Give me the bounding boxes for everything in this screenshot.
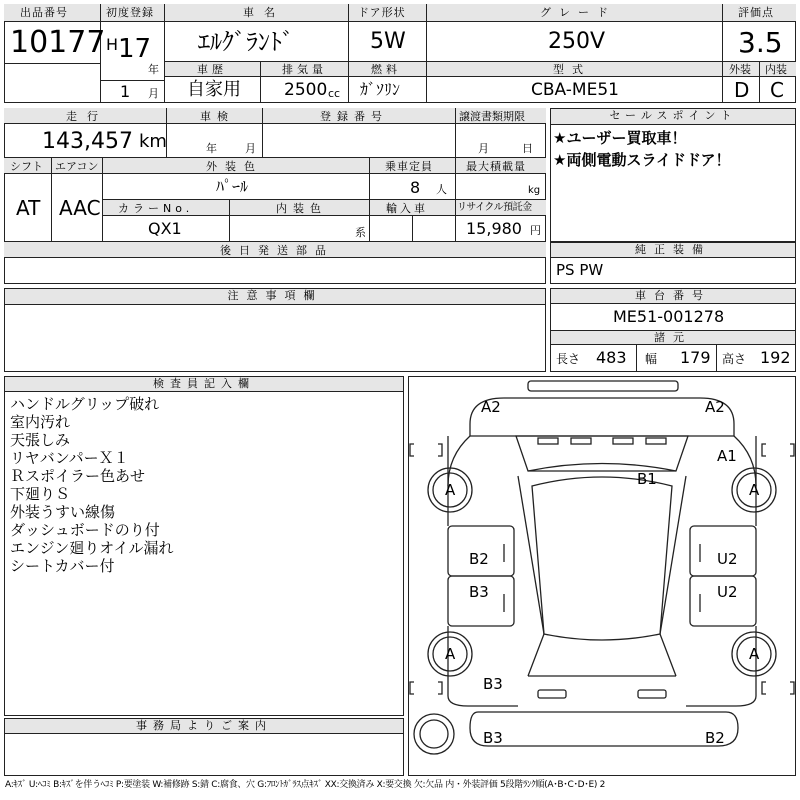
shift: AT bbox=[16, 196, 41, 220]
height: 192 bbox=[760, 348, 791, 367]
wheel-rl-mark: A bbox=[445, 645, 456, 663]
color-no: QX1 bbox=[148, 219, 182, 238]
import-cell bbox=[370, 216, 413, 242]
inspector-header: 検査員記入欄 bbox=[5, 377, 403, 392]
note-line: ハンドルグリップ破れ bbox=[10, 395, 160, 413]
later-parts-label: 後日発送部品 bbox=[220, 244, 334, 257]
import-cell-2 bbox=[413, 216, 456, 242]
mark-a2-left: A2 bbox=[481, 398, 501, 416]
plate-cell bbox=[263, 124, 456, 158]
exterior-grade: D bbox=[734, 78, 750, 102]
inspector-notes bbox=[10, 395, 174, 575]
note-line: 室内汚れ bbox=[10, 413, 71, 431]
load-label: 最大積載量 bbox=[466, 160, 526, 173]
mileage-label: 走行 bbox=[66, 110, 108, 123]
dims-header: 諸元 bbox=[551, 330, 795, 345]
mark-u2-lower: U2 bbox=[717, 583, 738, 601]
reg-year: 17 bbox=[118, 34, 152, 64]
displacement: 2500 bbox=[284, 80, 328, 100]
interior-label: 内装 bbox=[765, 63, 787, 76]
capacity-label: 乗車定員 bbox=[385, 160, 433, 173]
score: 3.5 bbox=[738, 26, 783, 59]
width-label: 幅 bbox=[645, 352, 658, 366]
interior-color-cell bbox=[230, 216, 370, 242]
displacement-label: 排気量 bbox=[282, 63, 327, 76]
wheel-fr-mark: A bbox=[749, 481, 760, 499]
door-label: ドア形状 bbox=[358, 6, 406, 19]
ac: AAC bbox=[59, 196, 101, 220]
color-label: 外装色 bbox=[206, 160, 263, 173]
recycle-unit: 円 bbox=[530, 224, 541, 237]
door-type: 5W bbox=[370, 29, 406, 54]
legend-footer: A:ｷｽﾞ U:ﾍｺﾐ B:ｷｽﾞを伴うﾍｺﾐ P:要塗装 W:補修跡 S:錆 C:腐食、穴 G:ﾌﾛﾝﾄｶﾞﾗｽ点ｷｽﾞ XX:交換済み X:要交換 欠:欠品 内・外装評価 5段階ﾗﾝｸ順(A･B･C･D･E) 2 bbox=[5, 780, 606, 790]
mark-b3-bottom: B3 bbox=[483, 729, 503, 747]
equipment-value: PS PW bbox=[556, 261, 604, 279]
sales-header: セールスポイント bbox=[551, 109, 795, 125]
mileage: 143,457 bbox=[42, 129, 133, 154]
fuel: ｶﾞｿﾘﾝ bbox=[360, 80, 401, 99]
model: CBA-ME51 bbox=[531, 80, 619, 100]
lot-no: 10177 bbox=[10, 25, 106, 60]
lot-no-label: 出品番号 bbox=[20, 6, 68, 19]
plate-label: 登録番号 bbox=[320, 110, 388, 123]
exterior-label: 外装 bbox=[729, 63, 751, 76]
transfer-month-unit: 月 bbox=[478, 142, 489, 155]
inspection-year-unit: 年 bbox=[206, 142, 217, 155]
car-diagram bbox=[408, 376, 796, 776]
length-label: 長さ bbox=[556, 352, 581, 366]
recycle: 15,980 bbox=[466, 219, 522, 238]
note-line: 外装うすい線傷 bbox=[10, 503, 116, 521]
displacement-unit: cc bbox=[328, 87, 341, 100]
mileage-unit: km bbox=[139, 131, 167, 152]
color: ﾊﾟｰﾙ bbox=[216, 177, 249, 196]
reg-month-unit: 月 bbox=[148, 87, 159, 100]
era: H bbox=[106, 35, 119, 54]
grade-label: グレード bbox=[540, 6, 616, 19]
ac-label: エアコン bbox=[55, 160, 99, 173]
wheel-rr-mark: A bbox=[749, 645, 760, 663]
height-label: 高さ bbox=[722, 352, 747, 366]
office-header: 事務局よりご案内 bbox=[5, 719, 403, 734]
note-line: エンジン廻りオイル漏れ bbox=[10, 539, 174, 557]
reg-year-unit: 年 bbox=[148, 63, 159, 76]
recycle-label: リサイクル預託金 bbox=[457, 202, 532, 213]
interior-color-label: 内装色 bbox=[276, 202, 327, 215]
load-unit: kg bbox=[528, 185, 541, 196]
car-name-label: 車名 bbox=[243, 6, 285, 19]
lot-no-blank bbox=[4, 64, 101, 103]
chassis-header: 車台番号 bbox=[551, 289, 795, 304]
note-line: リヤバンパーＸ１ bbox=[10, 449, 129, 467]
dims-divider-2 bbox=[716, 345, 717, 372]
equipment-header: 純正装備 bbox=[551, 243, 795, 258]
history: 自家用 bbox=[187, 79, 241, 100]
capacity: 8 bbox=[410, 178, 421, 197]
sales-point-2: ★両側電動スライドドア！ bbox=[553, 151, 731, 169]
fuel-label: 燃料 bbox=[371, 63, 401, 76]
width: 179 bbox=[680, 348, 711, 367]
mark-u2-upper: U2 bbox=[717, 550, 738, 568]
transfer-label: 譲渡書類期限 bbox=[459, 110, 525, 123]
car-name: ｴﾙｸﾞﾗﾝﾄﾞ bbox=[198, 28, 294, 56]
mark-b3-low: B3 bbox=[483, 675, 503, 693]
inspection-month-unit: 月 bbox=[245, 142, 256, 155]
note-line: シートカバー付 bbox=[10, 557, 115, 575]
model-label: 型式 bbox=[553, 63, 591, 76]
sales-point-1: ★ユーザー買取車！ bbox=[553, 129, 687, 147]
first-reg-label: 初度登録 bbox=[106, 6, 154, 19]
interior-color-unit: 系 bbox=[355, 226, 366, 239]
mark-b2: B2 bbox=[469, 550, 489, 568]
mark-b2-bottom: B2 bbox=[705, 729, 725, 747]
length: 483 bbox=[596, 348, 627, 367]
note-line: 天張しみ bbox=[10, 431, 71, 449]
note-line: ダッシュボードのり付 bbox=[10, 521, 160, 539]
reg-month: 1 bbox=[120, 82, 131, 101]
transfer-day-unit: 日 bbox=[522, 142, 533, 155]
color-no-label: カラーNo. bbox=[118, 202, 194, 215]
dims-divider-1 bbox=[636, 345, 637, 372]
mark-a2-right: A2 bbox=[705, 398, 725, 416]
history-label: 車歴 bbox=[197, 63, 227, 76]
grade: 250V bbox=[548, 29, 606, 54]
note-line: 下廻りＳ bbox=[10, 485, 71, 503]
chassis-number: ME51-001278 bbox=[613, 307, 725, 326]
inspection-label: 車検 bbox=[200, 110, 234, 123]
wheel-fl-mark: A bbox=[445, 481, 456, 499]
shift-label: シフト bbox=[10, 160, 43, 173]
mark-b1: B1 bbox=[637, 470, 657, 488]
mark-a1: A1 bbox=[717, 447, 737, 465]
interior-grade: C bbox=[770, 78, 784, 102]
import-label: 輸入車 bbox=[386, 202, 428, 215]
mark-b3-mid: B3 bbox=[469, 583, 489, 601]
score-label: 評価点 bbox=[738, 6, 774, 19]
note-line: Ｒスポイラー色あせ bbox=[10, 467, 146, 485]
capacity-unit: 人 bbox=[436, 183, 447, 196]
caution-header: 注意事項欄 bbox=[5, 289, 545, 305]
